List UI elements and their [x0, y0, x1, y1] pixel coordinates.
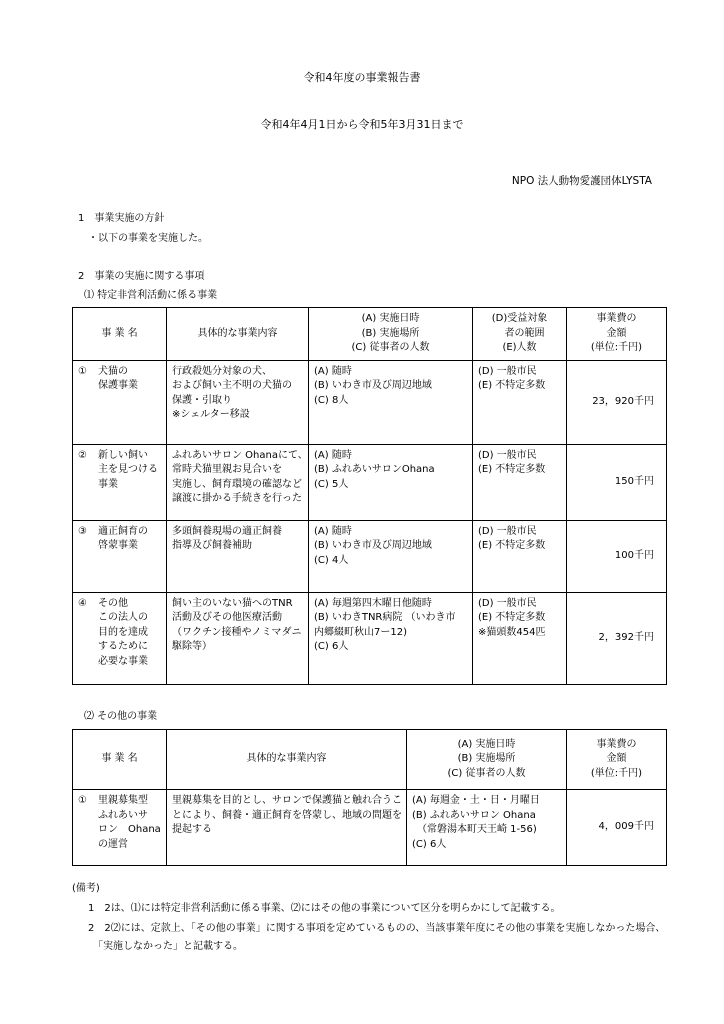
header-cost-line: 金額: [606, 753, 627, 765]
row-de-cell: [473, 360, 567, 444]
header-abc-line: (B) 実施場所: [361, 327, 420, 339]
row-content-cell: [167, 444, 309, 520]
row-number: ②: [78, 449, 87, 461]
document-title: 令和4年度の事業報告書: [303, 71, 421, 84]
row-abc-line: （常磐湯本町天王崎 1-56): [412, 824, 537, 835]
header-content: 具体的な事業内容: [167, 308, 309, 361]
row-de-line: (D) 一般市民: [478, 449, 537, 461]
row-de-line: (E) 不特定多数: [478, 612, 546, 623]
row-abc-line: (B) いわき市及び周辺地域: [314, 540, 432, 551]
row-content-line: 提起する: [172, 824, 212, 835]
table-other-activities: [72, 729, 667, 866]
header-abc-line: (C) 従事者の人数: [351, 342, 430, 353]
row-abc-line: (C) 8人: [314, 394, 349, 406]
note-item: 1 2は、⑴には特定非営利活動に係る事業、⑵にはその他の事業について区分を明らかにして記載する。: [88, 903, 561, 914]
row-abc-line: (A) 毎週金・土・日・月曜日: [412, 795, 540, 806]
row-content-line: 常時犬猫里親お見合いを: [172, 464, 282, 475]
row-abc-cell: [407, 790, 567, 866]
row-name-line: ロン Ohana: [98, 824, 161, 835]
table-row: [73, 360, 667, 444]
header-de: [473, 308, 567, 361]
header-content: 具体的な事業内容: [167, 730, 407, 790]
table-header-row: [73, 308, 667, 361]
row-number: ③: [78, 525, 87, 537]
section2-sub2: ⑵ その他の事業: [84, 711, 158, 722]
row-abc-line: (A) 随時: [314, 525, 352, 537]
table-row: [73, 790, 667, 866]
row-content-line: 駆除等）: [172, 641, 212, 652]
row-name-line: 目的を達成: [98, 626, 148, 638]
row-content-line: とにより、飼養・適正飼育を啓蒙し、地域の問題を: [172, 809, 402, 821]
header-name: 事 業 名: [73, 730, 167, 790]
note-item: 2 2⑵には、定款上、「その他の事業」に関する事項を定めているものの、当該事業年度にその他の事業を実施しなかった場合、: [88, 923, 666, 934]
row-name-line: この法人の: [98, 612, 148, 623]
section2-sub1: ⑴ 特定非営利活動に係る事業: [84, 290, 218, 301]
organization-name: NPO 法人動物愛護団体LYSTA: [511, 175, 652, 187]
row-name-cell: [73, 520, 167, 592]
table-header-row: [73, 730, 667, 790]
row-name-line: 犬猫の: [98, 365, 128, 377]
header-cost-line: (単位:千円): [590, 342, 643, 353]
row-abc-line: (A) 随時: [314, 449, 352, 461]
row-de-line: (E) 不特定多数: [478, 464, 546, 475]
header-name: 事 業 名: [73, 308, 167, 361]
row-number: ①: [78, 795, 87, 806]
row-content-line: 里親募集を目的とし、サロンで保護猫と触れ合うこ: [172, 795, 402, 806]
row-cost: 4，009千円: [567, 790, 667, 866]
row-name-line: の運営: [98, 838, 128, 850]
row-name-line: ふれあいサ: [98, 809, 148, 821]
row-abc-line: (B) ふれあいサロン Ohana: [412, 809, 536, 821]
section1-body: ・以下の事業を実施した。: [88, 233, 208, 244]
row-de-cell: [473, 520, 567, 592]
row-abc-cell: [309, 520, 473, 592]
row-name-line: 新しい飼い: [98, 449, 148, 461]
header-cost-line: (単位:千円): [590, 767, 643, 779]
row-content-line: ふれあいサロン Ohanaにて、: [172, 449, 308, 461]
row-name-line: 保護事業: [98, 380, 138, 391]
row-de-line: ※猫頭数454匹: [478, 626, 546, 638]
header-de-line: 者の範囲: [494, 327, 545, 339]
row-content-line: 実施し、飼育環境の確認など: [172, 478, 302, 490]
row-content-cell: [167, 520, 309, 592]
row-content-line: 譲渡に掛かる手続きを行った: [172, 493, 302, 504]
row-name-line: その他: [98, 597, 128, 609]
row-name-line: 事業: [98, 478, 118, 490]
table-row: [73, 592, 667, 684]
row-number: ①: [78, 365, 87, 377]
row-content-line: 活動及びその他医療活動: [172, 612, 282, 623]
header-cost-line: 事業費の: [596, 313, 637, 324]
section2-heading: 2 事業の実施に関する事項: [78, 271, 205, 282]
row-de-cell: [473, 592, 567, 684]
row-number: ④: [78, 597, 87, 609]
header-cost-line: 事業費の: [596, 738, 637, 750]
table-row: [73, 520, 667, 592]
row-abc-line: (C) 6人: [412, 838, 447, 850]
header-abc-line: (A) 実施日時: [457, 738, 516, 750]
row-de-line: (D) 一般市民: [478, 525, 537, 537]
row-name-line: 必要な事業: [98, 655, 148, 667]
row-abc-cell: [309, 444, 473, 520]
row-name-cell: [73, 444, 167, 520]
row-content-line: 保護・引取り: [172, 394, 232, 406]
row-name-cell: [73, 360, 167, 444]
table-row: [73, 444, 667, 520]
row-content-line: （ワクチン接種やノミマダニ: [172, 626, 302, 638]
row-cost: 100千円: [567, 520, 667, 592]
header-de-line: (D)受益対象: [491, 313, 548, 324]
header-abc: [309, 308, 473, 361]
row-abc-cell: [309, 360, 473, 444]
row-content-line: 指導及び飼養補助: [172, 540, 252, 551]
row-content-line: 多頭飼養現場の適正飼養: [172, 525, 282, 537]
row-abc-line: (C) 6人: [314, 641, 349, 652]
row-abc-line: (B) いわき市及び周辺地域: [314, 380, 432, 391]
header-abc-line: (C) 従事者の人数: [447, 767, 526, 779]
row-de-line: (E) 不特定多数: [478, 380, 546, 391]
row-cost: 23，920千円: [567, 360, 667, 444]
row-name-line: するために: [98, 641, 148, 652]
row-content-cell: [167, 790, 407, 866]
row-content-cell: [167, 360, 309, 444]
row-name-cell: [73, 592, 167, 684]
row-abc-line: (A) 毎週第四木曜日他随時: [314, 597, 432, 609]
header-cost-line: 金額: [606, 327, 627, 339]
row-de-line: (D) 一般市民: [478, 365, 537, 377]
row-de-cell: [473, 444, 567, 520]
row-name-line: 主を見つける: [98, 464, 158, 475]
header-abc: [407, 730, 567, 790]
header-abc-line: (B) 実施場所: [457, 753, 516, 765]
report-period: 令和4年4月1日から令和5年3月31日まで: [260, 118, 464, 131]
row-content-line: および飼い主不明の犬猫の: [172, 380, 292, 391]
header-abc-line: (A) 実施日時: [361, 313, 420, 324]
row-content-cell: [167, 592, 309, 684]
row-abc-line: (B) いわきTNR病院 （いわき市: [314, 612, 456, 623]
row-name-cell: [73, 790, 167, 866]
table-activities: [72, 307, 667, 685]
row-abc-cell: [309, 592, 473, 684]
row-content-line: 行政殺処分対象の犬、: [172, 365, 272, 377]
row-content-line: ※シェルター移設: [172, 409, 250, 420]
header-de-line: (E)人数: [502, 342, 537, 353]
row-abc-line: (B) ふれあいサロンOhana: [314, 464, 435, 475]
row-name-line: 啓蒙事業: [98, 540, 138, 551]
note-item: 「実施しなかった」と記載する。: [88, 941, 243, 952]
row-cost: 2，392千円: [567, 592, 667, 684]
row-name-line: 適正飼育の: [98, 525, 148, 537]
header-cost: [567, 308, 667, 361]
row-abc-line: 内郷綴町秋山7ー12): [314, 626, 407, 638]
row-cost: 150千円: [567, 444, 667, 520]
header-cost: [567, 730, 667, 790]
section1-heading: 1 事業実施の方針: [78, 213, 165, 224]
row-abc-line: (A) 随時: [314, 365, 352, 377]
row-name-line: 里親募集型: [98, 795, 148, 806]
row-abc-line: (C) 5人: [314, 478, 349, 490]
row-de-line: (E) 不特定多数: [478, 540, 546, 551]
notes-heading: (備考): [72, 883, 100, 894]
row-de-line: (D) 一般市民: [478, 597, 537, 609]
row-abc-line: (C) 4人: [314, 554, 349, 566]
row-content-line: 飼い主のいない猫へのTNR: [172, 597, 293, 609]
